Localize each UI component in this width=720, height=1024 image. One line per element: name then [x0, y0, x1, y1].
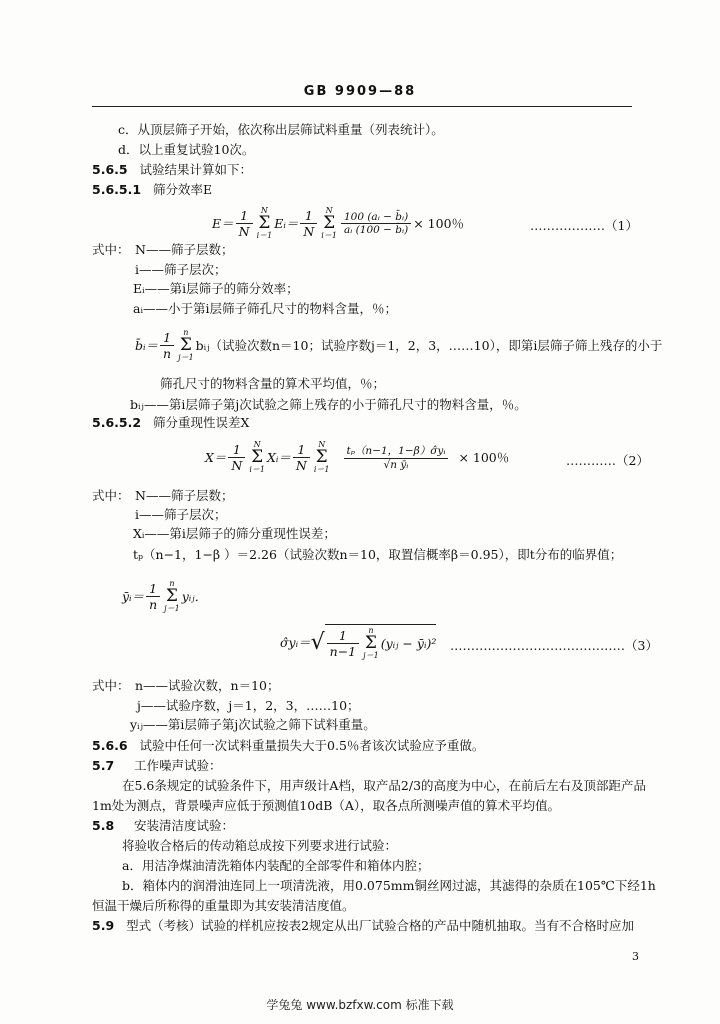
equation-3 [280, 622, 436, 662]
para-5-7-line-2: 1m处为测点，背景噪声应低于预测值10dB（A），取各点所测噪声值的算术平均值。 [92, 798, 561, 813]
denominator: n [163, 345, 172, 361]
where-2-Xi: Xᵢ——第i层筛子的筛分重现性误差； [133, 526, 336, 541]
where-3-j: j——试验序数，j＝1，2，3，……10； [137, 698, 360, 713]
sum-upper: N [318, 439, 326, 449]
standard-header: GB 9909—88 [303, 84, 417, 99]
section-5-6-5-2 [92, 413, 249, 431]
denominator: aᵢ (100 − b̄ᵢ) [343, 223, 409, 236]
section-text: 型式（考核）试验的样机应按表2规定从出厂试验合格的产品中随机抽取。当有不合格时应加 [126, 918, 635, 933]
where-1-ai: aᵢ——小于第i层筛子筛孔尺寸的物料含量，％； [133, 301, 397, 316]
denominator: N [231, 457, 243, 473]
eq3-sum [363, 627, 379, 660]
section-title: 筛分效率E [152, 182, 213, 197]
sum-lower: j＝1 [363, 651, 379, 660]
numerator: 100 (aᵢ − b̄ᵢ) [341, 211, 411, 224]
where-1-bij: bᵢⱼ——第i层筛子第j次试验之筛上残存的小于筛孔尺寸的物料含量，％。 [130, 397, 527, 412]
equation-2 [205, 437, 509, 477]
eq2-sum-1 [249, 441, 265, 474]
where-1-bi-cont: 筛孔尺寸的物料含量的算术平均值，％； [160, 376, 386, 391]
item-d: d．以上重复试验10次。 [118, 142, 255, 157]
section-title: 安装清洁度试验： [134, 818, 235, 833]
para-5-8-a: a．用洁净煤油清洗箱体内装配的全部零件和箱体内腔； [122, 858, 430, 873]
where-3-n: n——试验次数，n＝10； [135, 678, 280, 693]
where-3-yij: yᵢⱼ——第i层筛子第j次试验之筛下试料重量。 [130, 717, 376, 732]
eq1-number: ………………（1） [530, 218, 638, 233]
denominator: n [149, 596, 158, 612]
section-5-7 [92, 756, 222, 774]
sum-lower: j＝1 [164, 603, 180, 613]
eq1-lhs: E＝ [212, 216, 234, 231]
eq1-main-fraction [341, 211, 411, 236]
page-number: 3 [632, 950, 639, 963]
bi-lhs: b̄ᵢ＝ [135, 338, 159, 353]
denominator: N [295, 457, 307, 473]
sum-lower: j＝1 [178, 352, 194, 362]
sum-upper: n [368, 626, 374, 635]
numerator: 1 [228, 442, 245, 458]
para-5-8-b-line-1: b．箱体内的润滑油连同上一项清洗液，用0.075mm铜丝网过滤，其滤得的杂质在105℃下经1h [122, 878, 656, 893]
sigma-symbol: Σ [315, 446, 328, 467]
eq2-lhs: X＝ [205, 450, 227, 465]
sqrt-radicand [325, 624, 437, 660]
bi-sum [178, 329, 194, 362]
sum-upper: N [325, 205, 333, 215]
para-5-8-intro: 将验收合格后的传动箱总成按下列要求进行试验： [122, 838, 398, 853]
where-1-i: i——筛子层次； [135, 262, 227, 277]
sum-upper: n [183, 327, 189, 337]
eq1-frac-1-over-N-b [300, 208, 317, 239]
eq2-frac-1-over-N [228, 442, 245, 473]
section-number: 5.6.5 [92, 162, 128, 177]
ybar-sum [164, 580, 180, 613]
ybar-rhs: yᵢⱼ． [181, 589, 208, 604]
sum-lower: i＝1 [249, 464, 265, 474]
header-rule [92, 106, 632, 107]
numerator: 1 [236, 208, 253, 224]
section-number: 5.7 [92, 758, 115, 773]
numerator: 1 [293, 442, 310, 458]
denominator: N [303, 223, 315, 239]
where-2-ybar [122, 578, 207, 614]
ybar-lhs: ȳᵢ＝ [122, 589, 145, 604]
section-5-8 [92, 816, 234, 834]
eq3-frac [327, 628, 359, 659]
denominator: √n ȳᵢ [383, 459, 409, 471]
eq3-number: ……………………………………（3） [450, 638, 658, 653]
eq1-Ei: Eᵢ＝ [274, 216, 299, 231]
section-number: 5.6.5.1 [92, 182, 142, 197]
eq2-sum-2 [314, 441, 330, 474]
sigma-symbol: Σ [165, 585, 178, 606]
sum-lower: i＝1 [313, 464, 330, 474]
ybar-frac [146, 581, 160, 612]
eq1-percent: × 100％ [413, 216, 465, 231]
section-5-9 [92, 916, 634, 934]
eq1-frac-1-over-N [236, 208, 253, 239]
eq2-Xi: Xᵢ＝ [267, 450, 291, 465]
sigma-symbol: Σ [364, 633, 377, 653]
section-number: 5.8 [92, 818, 115, 833]
para-5-7-line-1: 在5.6条规定的试验条件下，用声级计A档，取产品2/3的高度为中心，在前后左右及顶部距产品 [122, 778, 647, 793]
para-5-8-b-line-2: 恒温干燥后所称得的重量即为其安装清洁度值。 [92, 898, 355, 913]
section-number: 5.9 [92, 918, 115, 933]
section-title: 工作噪声试验： [134, 758, 222, 773]
section-5-6-5-1 [92, 180, 212, 198]
denominator: n−1 [329, 644, 357, 659]
eq2-percent: × 100％ [458, 450, 510, 465]
section-number: 5.6.6 [92, 738, 128, 753]
eq3-lhs: σ̂yᵢ＝ [280, 635, 311, 650]
sum-upper: N [253, 439, 261, 449]
eq2-frac-1-over-N-b [293, 442, 310, 473]
section-5-6-6 [92, 736, 484, 754]
section-text: 试验中任何一次试料重量损失大于0.5％者该次试验应予重做。 [139, 738, 485, 753]
item-c: c．从顶层筛子开始，依次称出层筛试料重量（列表统计）。 [118, 122, 444, 137]
numerator: 1 [146, 581, 160, 597]
where-1-N: N——筛子层数； [135, 242, 234, 257]
eq2-number: …………（2） [566, 453, 649, 468]
denominator: N [238, 223, 250, 239]
where-1-bi [135, 328, 662, 362]
numerator: 1 [327, 628, 359, 644]
where-1-intro: 式中： [92, 242, 130, 257]
where-2-tp: tₚ（n−1，1−β ）＝2.26（试验次数n＝10，取置信概率β＝0.95），即t分布的临界值； [133, 547, 623, 562]
where-1-Ei: Eᵢ——第i层筛子的筛分效率； [133, 281, 299, 296]
sigma-symbol: Σ [323, 212, 336, 233]
bi-frac [160, 330, 174, 361]
eq1-sum-1 [257, 207, 273, 240]
sqrt-icon: √ [310, 629, 325, 655]
sum-lower: i＝1 [321, 230, 337, 240]
where-2-N: N——筛子层数； [135, 488, 234, 503]
sum-upper: n [169, 578, 175, 588]
where-2-intro: 式中： [92, 488, 130, 503]
numerator: 1 [160, 330, 174, 346]
sum-lower: i＝1 [256, 230, 273, 240]
section-title: 试验结果计算如下： [139, 162, 253, 177]
equation-1 [212, 203, 464, 243]
sigma-symbol: Σ [251, 446, 264, 467]
section-5-6-5 [92, 160, 252, 178]
where-2-i: i——筛子层次； [135, 507, 227, 522]
sigma-symbol: Σ [258, 212, 271, 233]
sum-upper: N [260, 205, 268, 215]
footer-watermark: 学兔兔 www.bzfxw.com 标准下载 [266, 998, 454, 1012]
eq1-sum-2 [321, 207, 337, 240]
eq2-main-fraction [344, 443, 449, 471]
sigma-symbol: Σ [179, 334, 192, 355]
eq3-body: (yᵢⱼ − ȳᵢ)² [380, 636, 437, 651]
numerator: 1 [300, 208, 317, 224]
where-3-intro: 式中： [92, 678, 130, 693]
bi-rhs: bᵢⱼ（试验次数n＝10；试验序数j＝1，2，3，……10），即第i层筛子筛上残存的小于 [195, 338, 663, 353]
section-number: 5.6.5.2 [92, 415, 142, 430]
numerator: tₚ（n−1，1−β）σ̂yᵢ [344, 443, 449, 459]
section-title: 筛分重现性误差X [152, 415, 250, 430]
